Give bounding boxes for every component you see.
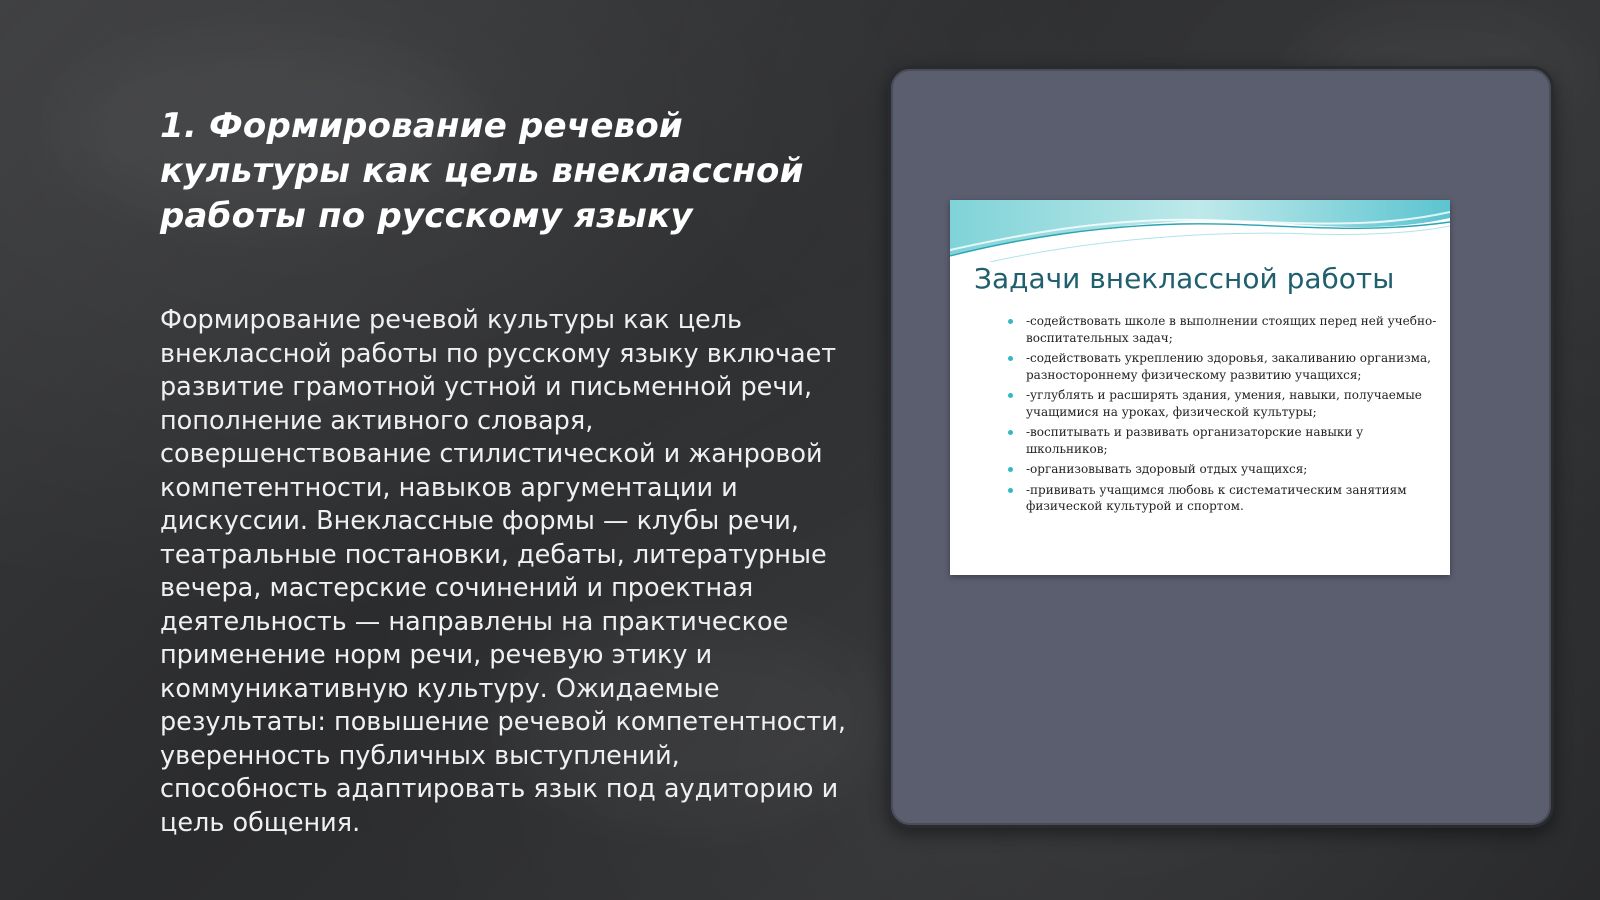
bullet-icon xyxy=(1008,356,1013,361)
slide-title: 1. Формирование речевой культуры как цель внеклассной работы по русскому языку xyxy=(160,106,804,236)
bullet-icon xyxy=(1008,467,1013,472)
embedded-slide-title: Задачи внеклассной работы xyxy=(974,262,1395,295)
list-item: -содействовать школе в выполнении стоящих перед ней учебно-воспитательных задач; xyxy=(1008,313,1438,346)
bullet-icon xyxy=(1008,393,1013,398)
embedded-slide-image xyxy=(950,200,1450,575)
list-item: -воспитывать и развивать организаторские навыки у школьников; xyxy=(1008,424,1438,457)
list-item: -углублять и расширять здания, умения, навыки, получаемые учащимися на уроках, физической культуры; xyxy=(1008,387,1438,420)
slide-body-text: Формирование речевой культуры как цель внеклассной работы по русскому языку включает развитие грамотной устной и письменной речи, пополнение активного словаря, совершенствование стилистической и жанровой компетентности, навыков аргументации и дискуссии. Внеклассные формы — клубы речи, театральные постановки, дебаты, литературные вечера, мастерские сочинений и проектная деятельность — направлены на практическое применение норм речи, речевую этику и коммуникативную культуру. Ожидаемые результаты: повышение речевой компетентности, уверенность публичных выступлений, способность адаптировать язык под аудиторию и цель общения. xyxy=(160,305,846,838)
bullet-icon xyxy=(1008,488,1013,493)
list-item: -содействовать укреплению здоровья, закаливанию организма, разностороннему физическому развитию учащихся; xyxy=(1008,350,1438,383)
bullet-icon xyxy=(1008,319,1013,324)
list-item: -прививать учащимся любовь к систематическим занятиям физической культурой и спортом. xyxy=(1008,482,1438,515)
embedded-slide-list xyxy=(1008,313,1438,519)
bullet-icon xyxy=(1008,430,1013,435)
wave-decoration xyxy=(950,200,1450,262)
list-item: -организовывать здоровый отдых учащихся; xyxy=(1008,461,1438,478)
